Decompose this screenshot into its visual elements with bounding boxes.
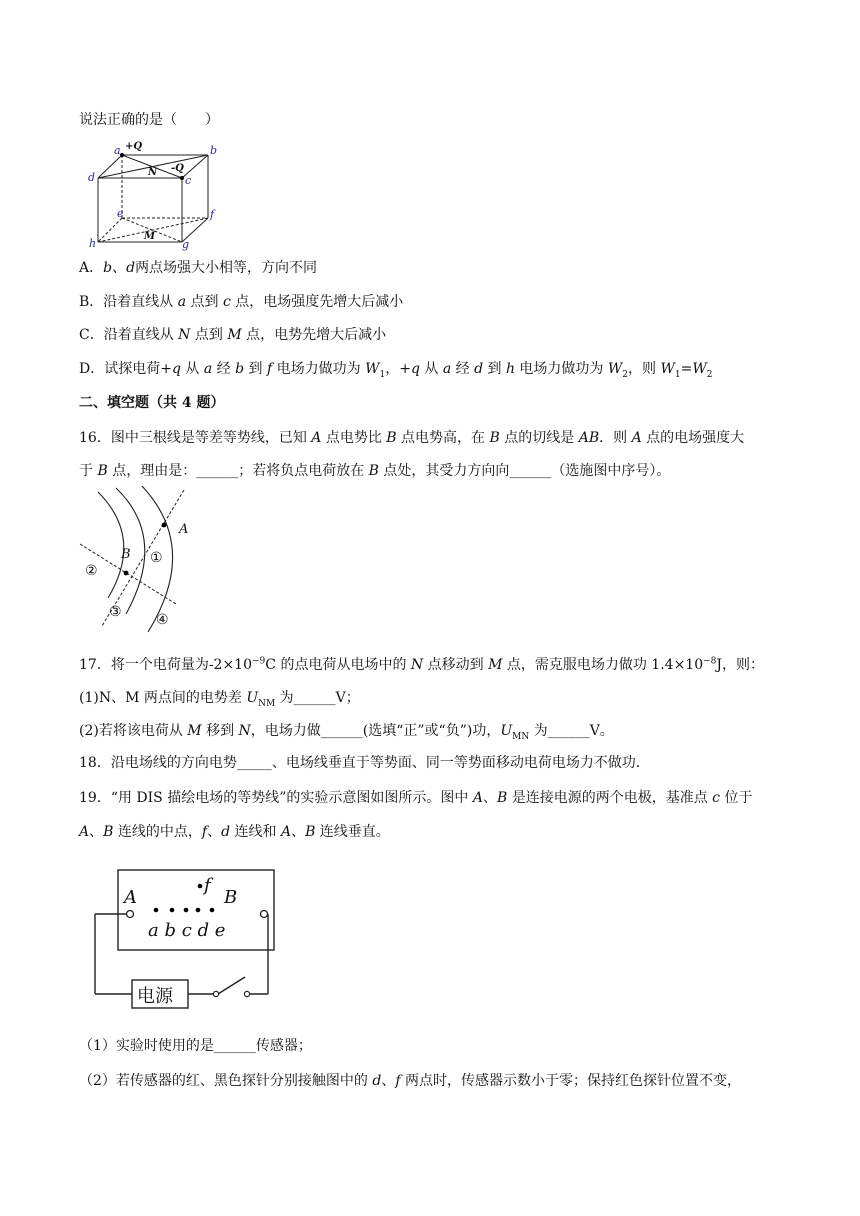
cube-edge (98, 155, 122, 178)
q15-option-b: B．沿着直线从 a 点到 c 点，电场强度先增大后减小 (79, 294, 404, 310)
label-point-f: f (204, 875, 211, 896)
cube-label-e: e (117, 207, 124, 220)
point-e-dot (210, 908, 215, 913)
q19-line-1: 19．“用 DIS 描绘电场的等势线”的实验示意图如图所示。图中 A、B 是连接电源的两个电极，基准点 c 位于 (79, 790, 753, 806)
q15-option-a: A．b、d两点场强大小相等，方向不同 (79, 260, 318, 276)
q17-line-2: (1)N、M 两点间的电势差 $U_{NM}$ 为______V； (79, 690, 360, 709)
cube-label-d: d (88, 171, 96, 184)
direction-3: ③ (109, 604, 122, 620)
electrode-a (127, 911, 134, 918)
equipotential-figure (76, 486, 206, 634)
cube-label-h: h (89, 237, 97, 250)
direction-4: ④ (156, 612, 169, 628)
point-f-dot (198, 884, 203, 889)
cube-label-g: g (182, 238, 190, 251)
point-b-dot (170, 908, 175, 913)
label-b: B (121, 547, 131, 562)
q19-sub-1: （1）实验时使用的是______传感器； (79, 1038, 312, 1054)
label-electrode-a: A (124, 887, 137, 908)
section-title: 二、填空题（共 4 题） (79, 395, 225, 411)
cube-label-minus-q: -Q (171, 163, 184, 174)
label-points-abcde: a b c d e (148, 920, 226, 941)
cube-label-plus-q: +Q (125, 141, 143, 152)
q18-line: 18．沿电场线的方向电势_____、电场线垂直于等势面、同一等势面移动电荷电场力不做功. (79, 755, 641, 771)
switch-contact-left (213, 991, 218, 996)
cube-label-c: c (185, 174, 192, 187)
q17-line-1: 17．将一个电荷量为$-2\times 10^{-9}C$ 的点电荷从电场中的 N 点移动到 M 点，需克服电场力做功 $1.4\times 10^{-8}J$，则： (79, 656, 765, 673)
q15-stem-tail: 说法正确的是（ ） (79, 112, 219, 128)
q19-sub-2: （2）若传感器的红、黑色探针分别接触图中的 d、f 两点时，传感器示数小于零；保持红色探针位置不变， (79, 1073, 741, 1089)
dis-circuit-figure (90, 862, 280, 1010)
charge-plus-q (120, 153, 124, 157)
q19-line-2: A、B 连线的中点，f、d 连线和 A、B 连线垂直。 (79, 824, 390, 840)
equipotential-line-1 (98, 492, 124, 598)
direction-1: ① (150, 550, 163, 566)
switch-contact-right (244, 991, 249, 996)
q16-line-2: 于 B 点，理由是：______；若将负点电荷放在 B 点处，其受力方向向______（选施图中序号）。 (79, 463, 671, 479)
charge-minus-q (180, 176, 184, 180)
cube-hidden-edge (98, 218, 122, 242)
cube-figure (84, 138, 224, 252)
point-c-dot (184, 908, 189, 913)
label-a: A (179, 522, 189, 537)
cube-label-f: f (210, 208, 215, 221)
point-a (162, 523, 167, 528)
direction-2: ② (85, 563, 98, 579)
q16-line-1: 16．图中三根线是等差等势线，已知 A 点电势比 B 点电势高，在 B 点的切线是 AB．则 A 点的电场强度大 (79, 430, 745, 446)
switch-blade (218, 977, 245, 994)
point-a-dot (154, 908, 159, 913)
cube-label-m: M (144, 231, 156, 242)
label-electrode-b: B (224, 887, 238, 908)
label-power: 电源 (137, 986, 173, 1007)
electrode-b (261, 911, 268, 918)
point-b (124, 571, 129, 576)
q17-line-3: (2)若将该电荷从 M 移到 N，电场力做______(选填“正”或“负”)功，$U_{MN}$ 为______V。 (79, 723, 614, 742)
cube-label-n: N (148, 167, 158, 178)
q15-option-c: C．沿着直线从 N 点到 M 点，电势先增大后减小 (79, 327, 387, 343)
q15-option-d: D．试探电荷+q 从 a 经 b 到 f 电场力做功为 $W_1$，+q 从 a 经 d 到 h 电场力做功为 $W_2$，则 $W_1=W_2$ (79, 361, 713, 380)
cube-label-b: b (210, 144, 218, 157)
cube-label-a: a (114, 144, 121, 157)
point-d-dot (196, 908, 201, 913)
